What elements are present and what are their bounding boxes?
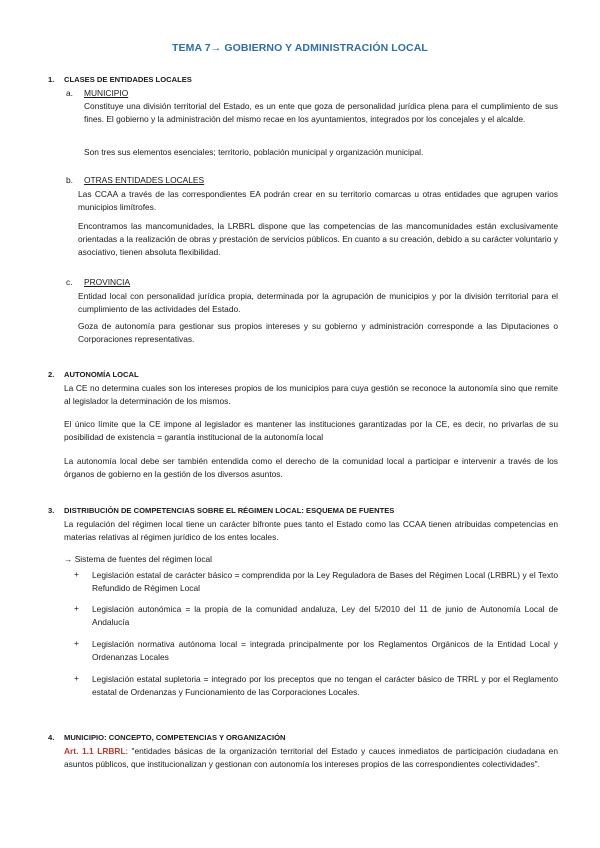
subsection-c-letter: c.	[66, 277, 73, 287]
provincia-paragraph-2: Goza de autonomía para gestionar sus propios intereses y su gobierno y administración corresponde a las Diputaciones o Corporaciones representativas.	[78, 321, 558, 344]
fuente-item-3: Legislación normativa autónoma local = integrada principalmente por los Reglamentos Orgánicos de la Entidad Local y Ordenanzas Locales	[92, 639, 558, 662]
art-1-1-reference: Art. 1.1 LRBRL	[64, 746, 126, 756]
provincia-paragraph-1: Entidad local con personalidad jurídica propia, determinada por la agrupación de municipios y por la división territorial para el cumplimiento de las actividades del Estado.	[78, 291, 558, 314]
fuentes-intro: → Sistema de fuentes del régimen local	[64, 554, 213, 564]
otras-entidades-paragraph-1: Las CCAA a través de las correspondientes EA podrán crear en su territorio comarcas u otras entidades que agrupen varios municipios limítrofes.	[78, 189, 558, 212]
fuente-item-2: Legislación autonómica = la propia de la comunidad andaluza, Ley del 5/2010 del 11 de junio de Autonomía Local de Andalucía	[92, 604, 558, 627]
bullet-symbol-2: +	[74, 603, 79, 613]
bullet-symbol-4: +	[74, 673, 79, 683]
fuente-item-1: Legislación estatal de carácter básico = comprendida por la Ley Reguladora de Bases del Régimen Local (LRBRL) y el Texto Refundido de Régimen Local	[92, 570, 558, 593]
autonomia-paragraph-3: La autonomía local debe ser también entendida como el derecho de la comunidad local a participar e intervenir a través de los órganos de gobierno en la gestión de los diversos asuntos.	[64, 456, 558, 479]
bullet-symbol-3: +	[74, 638, 79, 648]
art-1-1-quote: : "entidades básicas de la organización territorial del Estado y cauces inmediatos de participación ciudadana en asuntos públicos, que institucionalizan y gestionan con autonomía los intereses propios de las correspondientes colectividades".	[64, 746, 558, 769]
section-1-number: 1.	[48, 75, 55, 84]
section-4-number: 4.	[48, 733, 55, 742]
section-4-heading: MUNICIPIO: CONCEPTO, COMPETENCIAS Y ORGANIZACIÓN	[64, 733, 286, 742]
municipio-paragraph-2: Son tres sus elementos esenciales; territorio, población municipal y organización municipal.	[84, 147, 424, 157]
autonomia-paragraph-1: La CE no determina cuales son los intereses propios de los municipios para cuya gestión se reconoce la autonomía sino que remite al legislador la determinación de los mismos.	[64, 383, 558, 406]
fuente-item-4: Legislación estatal supletoria = integrado por los preceptos que no tengan el carácter básico de TRRL y por el Reglamento estatal de Ordenanzas y Funcionamiento de las Corporaciones Locales.	[92, 674, 558, 697]
subsection-b-title: OTRAS ENTIDADES LOCALES	[84, 175, 205, 185]
section-2-number: 2.	[48, 370, 55, 379]
subsection-c-title: PROVINCIA	[84, 277, 131, 287]
municipio-paragraph-1: Constituye una división territorial del Estado, es un ente que goza de personalidad jurídica plena para el cumplimiento de sus fines. El gobierno y la administración del mismo recae en los ayuntamientos, integrados por los concejales y el alcalde.	[84, 101, 558, 124]
bullet-symbol-1: +	[74, 569, 79, 579]
autonomia-paragraph-2: El único límite que la CE impone al legislador es mantener las instituciones garantizadas por la CE, es decir, no privarlas de su posibilidad de existencia = garantía institucional de la autonomía local	[64, 419, 558, 442]
section-3-number: 3.	[48, 506, 55, 515]
subsection-a-letter: a.	[66, 88, 73, 98]
section-2-heading: AUTONOMÍA LOCAL	[64, 370, 139, 379]
otras-entidades-paragraph-2: Encontramos las mancomunidades, la LRBRL dispone que las competencias de las mancomunidades están exclusivamente orientadas a la realización de obras y prestación de servicios públicos. En cuanto a su creación, debido a su carácter voluntario y asociativo, tienen absoluta flexibilidad.	[78, 221, 558, 257]
subsection-a-title: MUNICIPIO	[84, 88, 129, 98]
art-1-1-paragraph	[64, 745, 558, 771]
section-3-heading: DISTRIBUCIÓN DE COMPETENCIAS SOBRE EL RÉGIMEN LOCAL: ESQUEMA DE FUENTES	[64, 506, 395, 515]
subsection-b-letter: b.	[66, 175, 73, 185]
competencias-paragraph-1: La regulación del régimen local tiene un carácter bifronte pues tanto el Estado como las CCAA tienen atribuidas competencias en materias relativas al régimen jurídico de los entes locales.	[64, 519, 558, 542]
section-1-heading: CLASES DE ENTIDADES LOCALES	[64, 75, 192, 84]
document-title: TEMA 7→ GOBIERNO Y ADMINISTRACIÓN LOCAL	[172, 42, 428, 54]
